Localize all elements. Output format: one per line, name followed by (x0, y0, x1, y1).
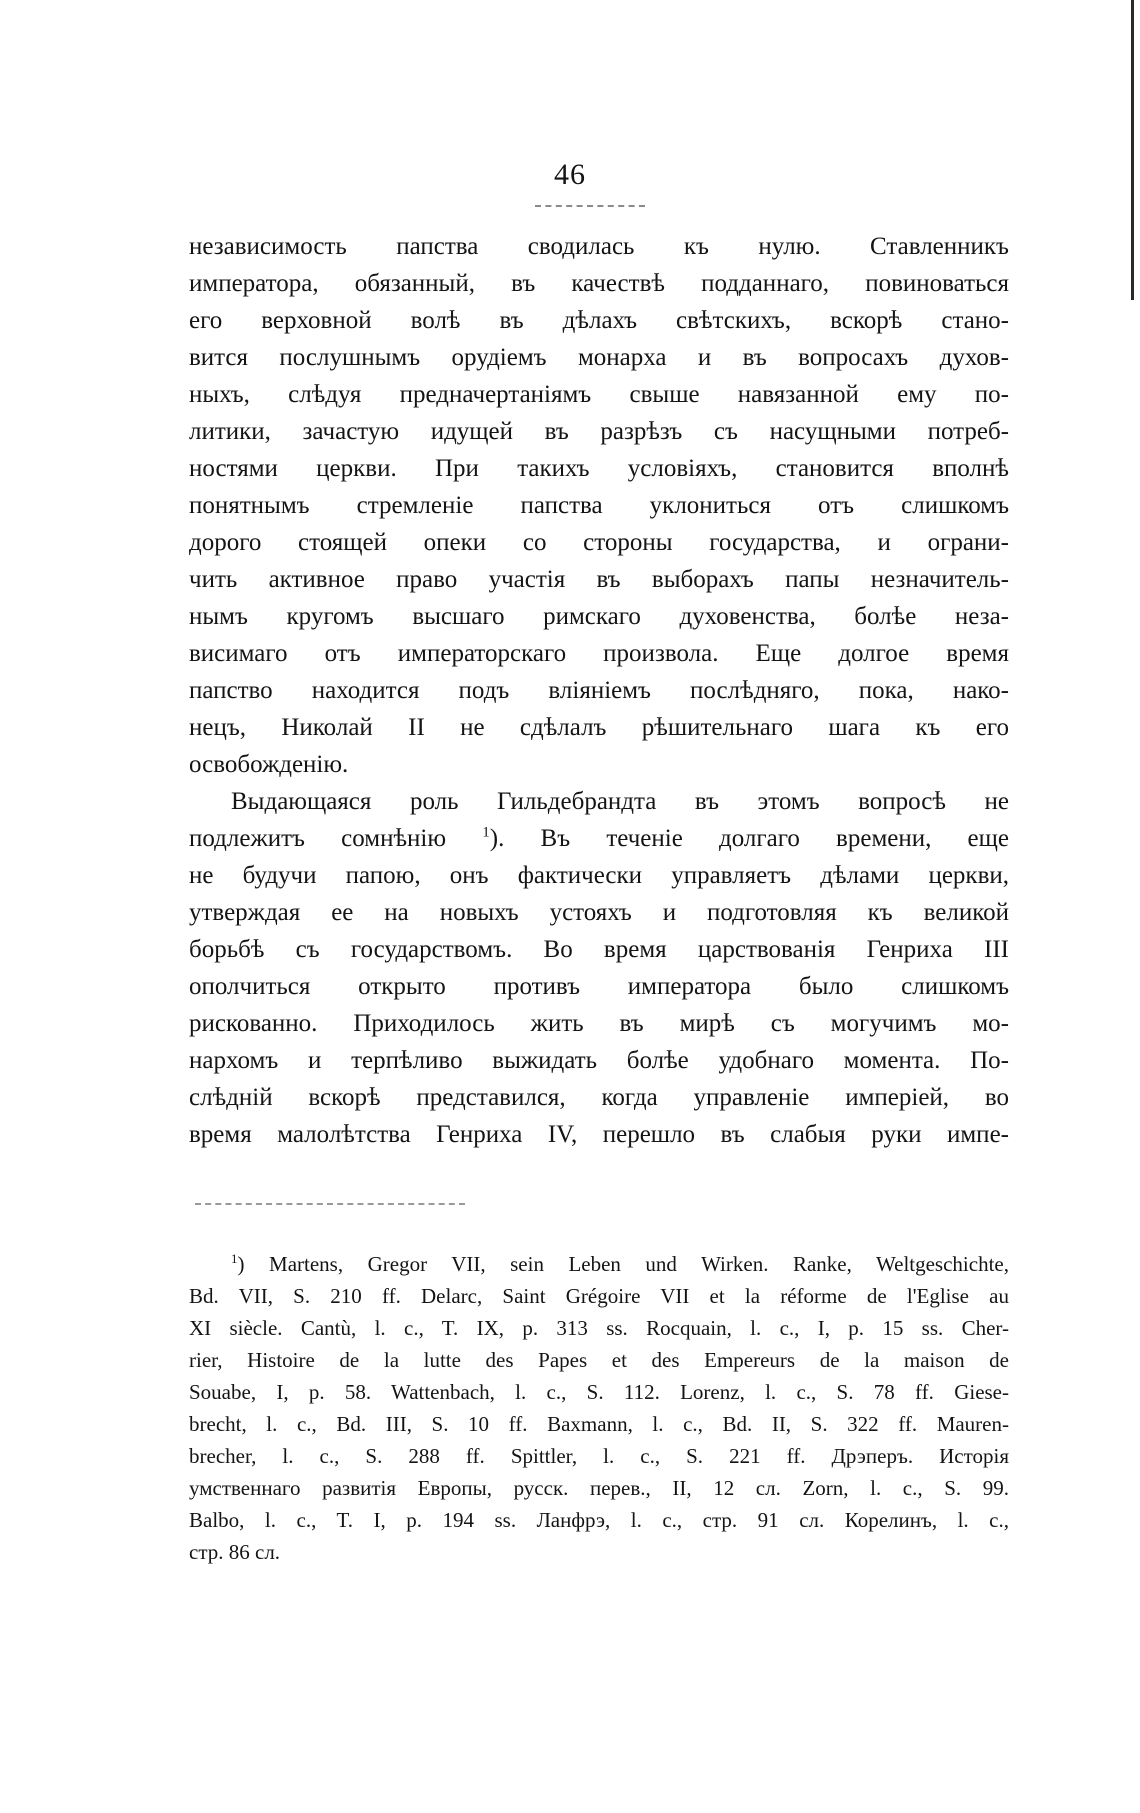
text-line: дорого стоящей опеки со стороны государства, и ограни- (189, 529, 1009, 556)
footnote-line: brecher, l. c., S. 288 ff. Spittler, l. c., S. 221 ff. Дрэперъ. Исторія (189, 1444, 1009, 1468)
footnote-separator (195, 1203, 465, 1205)
text-line: Выдающаяся роль Гильдебрандта въ этомъ вопросѣ не (231, 788, 1009, 815)
text-line: висимаго отъ императорскаго произвола. Еще долгое время (189, 640, 1009, 667)
text-line: вится послушнымъ орудіемъ монарха и въ вопросахъ духов- (189, 344, 1009, 371)
text-line: чить активное право участія въ выборахъ папы незначитель- (189, 566, 1009, 593)
text-line: нецъ, Николай II не сдѣлалъ рѣшительнаго шага къ его (189, 714, 1009, 741)
footnote-line: Souabe, I, p. 58. Wattenbach, l. c., S. 112. Lorenz, l. c., S. 78 ff. Giese- (189, 1380, 1009, 1404)
text-line: литики, зачастую идущей въ разрѣзъ съ насущными потреб- (189, 418, 1009, 445)
text-line: время малолѣтства Генриха IV, перешло въ слабыя руки импе- (189, 1121, 1009, 1148)
footnote-marker-close: ) (237, 1252, 270, 1276)
text-line: освобожденію. (189, 751, 349, 778)
footnote-line (189, 1248, 1009, 1280)
text-line: нымъ кругомъ высшаго римскаго духовенства, болѣе неза- (189, 603, 1009, 630)
footnote-line: rier, Histoire de la lutte des Papes et des Empereurs de la maison de (189, 1348, 1009, 1372)
text-line: его верховной волѣ въ дѣлахъ свѣтскихъ, вскорѣ стано- (189, 307, 1009, 334)
footnote-line: Bd. VII, S. 210 ff. Delarc, Saint Grégoire VII et la réforme de l'Eglise au (189, 1284, 1009, 1308)
text-line: ностями церкви. При такихъ условіяхъ, становится вполнѣ (189, 455, 1009, 482)
text-line: папство находится подъ вліяніемъ послѣдняго, пока, нако- (189, 677, 1009, 704)
text-line: утверждая ее на новыхъ устояхъ и подготовляя къ великой (189, 899, 1009, 926)
footnote-marker: 1 (231, 1251, 238, 1266)
page-number: 46 (554, 158, 586, 191)
text-line: ныхъ, слѣдуя предначертаніямъ свыше навязанной ему по- (189, 381, 1009, 408)
paragraph-1 (189, 228, 1009, 783)
main-text (189, 228, 1009, 1153)
text-segment: ). Въ теченіе долгаго времени, еще (489, 825, 1010, 852)
footnote-line: Balbo, l. c., T. I, p. 194 ss. Ланфрэ, l. c., стр. 91 сл. Корелинъ, l. c., (189, 1508, 1009, 1532)
text-line: ополчиться открыто противъ императора было слишкомъ (189, 973, 1009, 1000)
text-line: независимость папства сводилась къ нулю. Ставленникъ (189, 233, 1009, 260)
text-segment: подлежитъ сомнѣнію (189, 825, 483, 852)
footnote-line: brecht, l. c., Bd. III, S. 10 ff. Baxmann, l. c., Bd. II, S. 322 ff. Mauren- (189, 1412, 1009, 1436)
text-line: борьбѣ съ государствомъ. Во время царствованія Генриха III (189, 936, 1009, 963)
footnote-reference[interactable]: 1 (482, 824, 490, 841)
footnote-text-segment: Martens, Gregor VII, sein Leben und Wirken. Ranke, Weltgeschichte, (269, 1252, 1009, 1276)
text-line-with-footnote-ref (189, 820, 1009, 857)
text-line: нархомъ и терпѣливо выжидать болѣе удобнаго момента. По- (189, 1047, 1009, 1074)
footnote-1 (189, 1248, 1009, 1568)
text-line: не будучи папою, онъ фактически управляетъ дѣлами церкви, (189, 862, 1009, 889)
text-line: понятнымъ стремленіе папства уклониться отъ слишкомъ (189, 492, 1009, 519)
footnote-line: умственнаго развитія Европы, русск. перев., II, 12 сл. Zorn, l. c., S. 99. (189, 1476, 1009, 1500)
text-line: рискованно. Приходилось жить въ мирѣ съ могучимъ мо- (189, 1010, 1009, 1037)
text-line: слѣдній вскорѣ представился, когда управленіе имперіей, во (189, 1084, 1009, 1111)
page-number-rule (535, 205, 645, 207)
text-line: императора, обязанный, въ качествѣ подданнаго, повиноваться (189, 270, 1009, 297)
scan-edge-line (1131, 0, 1134, 300)
footnote-line: стр. 86 сл. (189, 1540, 281, 1564)
footnote-line: XI siècle. Cantù, l. c., T. IX, p. 313 ss. Rocquain, l. c., I, p. 15 ss. Cher- (189, 1316, 1009, 1340)
paragraph-2 (189, 783, 1009, 1153)
